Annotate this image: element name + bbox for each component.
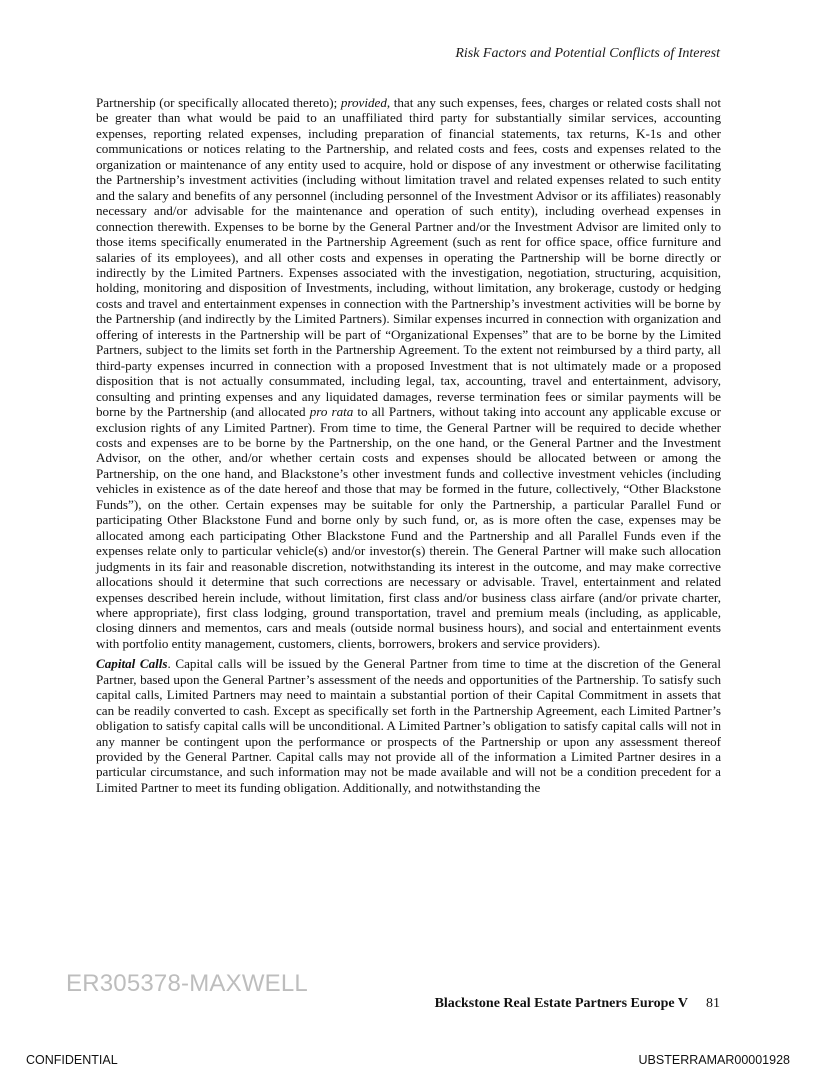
page-number: 81 xyxy=(706,996,720,1011)
paragraph-text: to all Partners, without taking into account any applicable excuse or exclusion rights of any Limited Partner). From time to time, the General Partner will be required to decide whether costs and expenses are to be borne by the Partnership, on the one hand, or the General Partner and the Investment Advisor, on the other, and/or whether certain costs and expenses should be allocated between or among the Partnership, on the one hand, and Blackstone’s other investment funds and collective investment vehicles (including vehicles in existence as of the date hereof and those that may be formed in the future, collectively, “Other Blackstone Funds”), on the other. Certain expenses may be suitable for only the Partnership, a particular Parallel Fund or participating Other Blackstone Fund and borne only by such fund, or, as is more often the case, expenses may be allocated among each participating Other Blackstone Fund and the Partnership and all Parallel Funds even if the expenses relate only to particular vehicle(s) and/or investor(s) therein. The General Partner will make such allocation judgments in its fair and reasonable discretion, notwithstanding its interest in the outcome, and may make corrective allocations should it determine that such corrections are necessary or advisable. Travel, entertainment and related expenses described herein include, without limitation, first class and/or business class airfare (and/or private charter, where appropriate), first class lodging, ground transportation, travel and premium meals (including, as applicable, closing dinners and mementos, cars and meals (outside normal business hours), and social and entertainment events with portfolio entity management, customers, clients, borrowers, brokers and service providers). xyxy=(96,404,721,651)
control-number: UBSTERRAMAR00001928 xyxy=(638,1053,790,1067)
paragraph-text: . Capital calls will be issued by the General Partner from time to time at the discretion of the General Partner, based upon the General Partner’s assessment of the needs and opportunities of the Partnership. To satisfy such capital calls, Limited Partners may need to maintain a substantial portion of their Capital Commitment in assets that can be readily converted to cash. Except as specifically set forth in the Partnership Agreement, each Limited Partner’s obligation to satisfy capital calls will be unconditional. A Limited Partner’s obligation to satisfy capital calls will not in any manner be contingent upon the performance or prospects of the Partnership or upon any assessment thereof provided by the General Partner. Capital calls may not provide all of the information a Limited Partner desires in a particular circumstance, and such information may not be made available and will not be a condition precedent for a Limited Partner to meet its funding obligation. Additionally, and notwithstanding the xyxy=(96,656,721,795)
provided-term: provided xyxy=(340,95,387,110)
section-lead-capital-calls: Capital Calls xyxy=(96,656,168,672)
footer-title: Blackstone Real Estate Partners Europe V xyxy=(434,996,688,1011)
pro-rata-term: pro rata xyxy=(309,404,354,420)
paragraph-text: , that any such expenses, fees, charges or related costs shall not be greater than what would be paid to an unaffiliated third party for substantially similar services, accounting expenses, reporting related expenses, including preparation of financial statements, tax returns, K-1s and other communications or notices relating to the Partnership, and related costs and fees, costs and expenses related to the organization or maintenance of any entity used to acquire, hold or dispose of any investment or otherwise facilitating the Partnership’s investment activities (including without limitation travel and related expenses related to such entity and the salary and benefits of any personnel (including personnel of the Investment Advisor or its affiliates) reasonably necessary and/or advisable for the maintenance and operation of such entity), including overhead expenses in connection therewith. Expenses to be borne by the General Partner and/or the Investment Advisor are limited only to those items specifically enumerated in the Partnership Agreement (such as rent for office space, office furniture and salaries of its employees), and all other costs and expenses in operating the Partnership will be borne directly or indirectly by the Limited Partners. Expenses associated with the investigation, negotiation, structuring, acquisition, holding, monitoring and disposition of Investments, including, without limitation, any brokerage, custody or hedging costs and travel and entertainment expenses in connection with the Partnership’s investment activities will be borne by the Partnership (and indirectly by the Limited Partners). Similar expenses incurred in connection with organization and offering of interests in the Partnership will be part of “Organizational Expenses” that are to be borne by the Limited Partners, subject to the limits set forth in the Partnership Agreement. To the extent not reimbursed by a third party, all third-party expenses incurred in connection with a proposed Investment that is not ultimately made or a proposed disposition that is not actually consummated, including legal, tax, accounting, travel and entertainment, advisory, consulting and printing expenses and any liquidated damages, reverse termination fees or similar payments will be borne by the Partnership (and allocated xyxy=(96,95,721,420)
bates-stamp: ER305378-MAXWELL xyxy=(66,970,308,997)
paragraph-text: Partnership (or specifically allocated thereto); xyxy=(96,95,341,110)
paragraph-capital-calls xyxy=(96,656,721,795)
confidential-label: CONFIDENTIAL xyxy=(26,1053,118,1067)
body-text xyxy=(96,95,721,795)
paragraph-expenses xyxy=(96,95,721,651)
running-header: Risk Factors and Potential Conflicts of Interest xyxy=(455,46,720,61)
footer-document-title xyxy=(435,996,720,1012)
